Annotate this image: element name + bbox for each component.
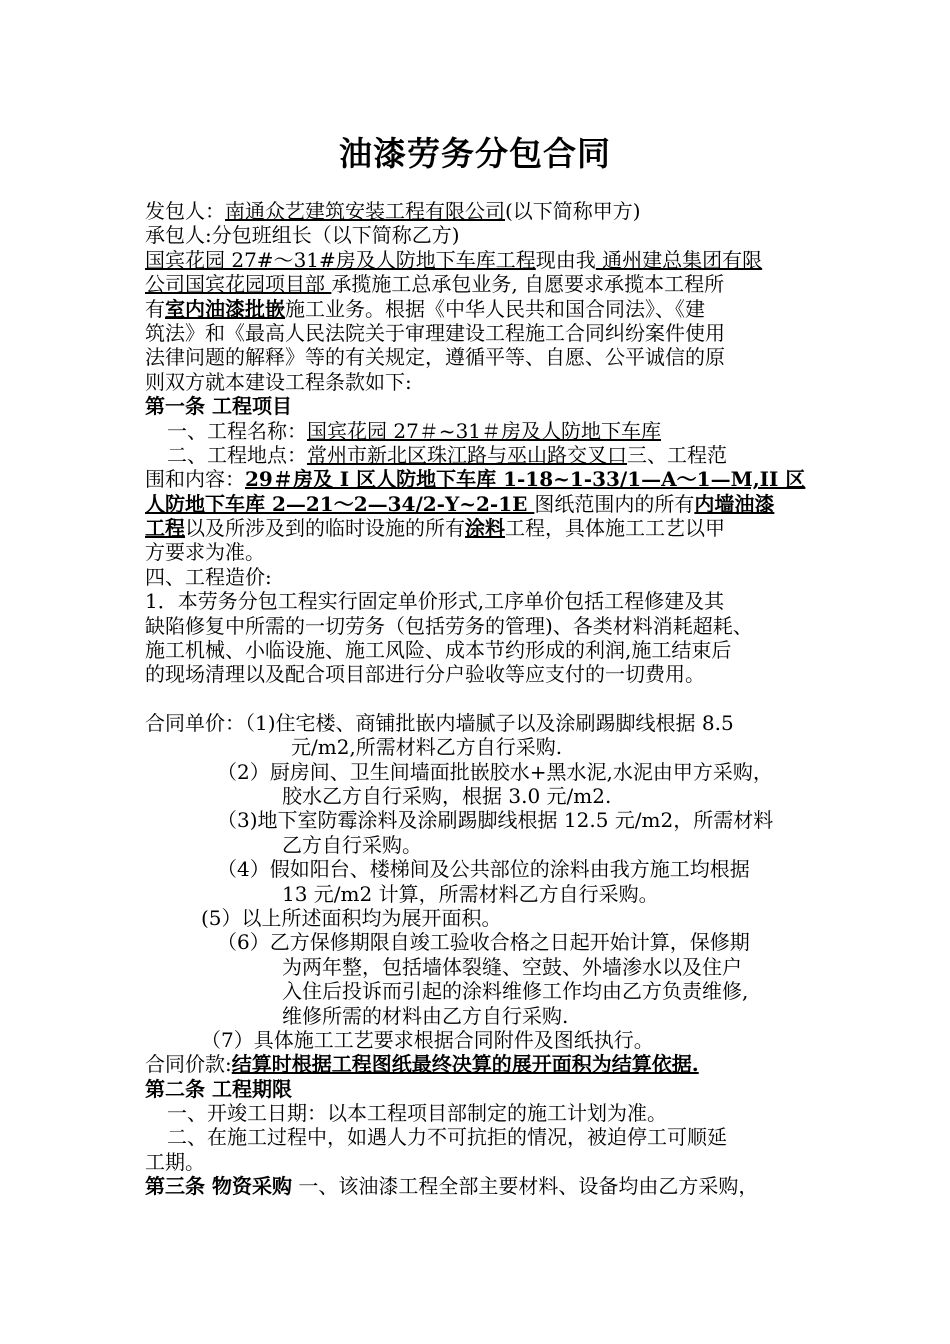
scope-range: 人防地下车库 2—21～2—34/2-Y~2-1E bbox=[145, 491, 535, 516]
scope-coating: 涂料 bbox=[465, 516, 505, 541]
intro-line-4: 筑法》和《最高人民法院关于审理建设工程施工合同纠纷案件使用 bbox=[145, 320, 725, 345]
document-title: 油漆劳务分包合同 bbox=[339, 134, 611, 173]
party-a-suffix: (以下简称甲方) bbox=[505, 199, 641, 223]
scope-line-2 bbox=[145, 492, 817, 516]
unit-price-item-3-cont: 乙方自行采购。 bbox=[282, 832, 422, 857]
contract-price-value: 结算时根据工程图纸最终决算的展开面积为结算依据. bbox=[231, 1052, 699, 1077]
unit-price-label: 合同单价： bbox=[145, 710, 245, 735]
location-label: 二、工程地点： bbox=[167, 442, 307, 467]
unit-price-item-5: (5）以上所述面积均为展开面积。 bbox=[201, 905, 502, 930]
intro-text: 承揽施工总承包业务, 自愿要求承揽本工程所 bbox=[331, 272, 725, 297]
party-a-name: 南通众艺建筑安装工程有限公司 bbox=[225, 199, 505, 223]
contractor-company-cont: 公司国宾花园项目部 bbox=[145, 272, 332, 297]
article-3-text: 一、该油漆工程全部主要材料、设备均由乙方采购， bbox=[291, 1174, 759, 1199]
location-value: 常州市新北区珠江路与巫山路交叉口 bbox=[307, 442, 627, 467]
price-para-line-4: 的现场清理以及配合项目部进行分户验收等应支付的一切费用。 bbox=[145, 662, 705, 687]
intro-line-1 bbox=[145, 248, 817, 272]
unit-price-item-2: （2）厨房间、卫生间墙面批嵌胶水+黑水泥,水泥由甲方采购， bbox=[217, 759, 773, 784]
contract-body bbox=[145, 199, 817, 1199]
intro-text: 现由我 bbox=[535, 247, 596, 272]
article-2-item-1: 一、开竣工日期：以本工程项目部制定的施工计划为准。 bbox=[167, 1101, 667, 1126]
party-a-line bbox=[145, 199, 817, 223]
scope-wall-paint: 工程 bbox=[145, 516, 185, 541]
unit-price-text: （1)住宅楼、商铺批嵌内墙腻子以及涂刷踢脚线根据 8.5 bbox=[245, 710, 734, 735]
article-3-line bbox=[145, 1174, 817, 1198]
article-2-item-2-cont: 工期。 bbox=[145, 1149, 205, 1174]
blank-line bbox=[145, 687, 817, 711]
project-location-line bbox=[145, 443, 817, 467]
contract-price-line bbox=[145, 1052, 817, 1076]
scope-text: 工程，具体施工工艺以甲 bbox=[505, 516, 725, 541]
unit-price-item-6-cont: 为两年整，包括墙体裂缝、空鼓、外墙渗水以及住户 bbox=[282, 954, 742, 979]
unit-price-item-1-cont: 元/m2,所需材料乙方自行采购. bbox=[291, 735, 563, 760]
unit-price-item-1 bbox=[145, 711, 817, 735]
unit-price-item-2-cont: 胶水乙方自行采购，根据 3.0 元/m2. bbox=[282, 783, 612, 808]
intro-line-5: 法律问题的解释》等的有关规定，遵循平等、自愿、公平诚信的原 bbox=[145, 345, 725, 370]
unit-price-item-6: （6）乙方保修期限自竣工验收合格之日起开始计算，保修期 bbox=[217, 930, 750, 955]
scope-text: 图纸范围内的所有 bbox=[534, 491, 695, 516]
scope-label: 三、工程范 bbox=[627, 442, 727, 467]
unit-price-item-3: （3)地下室防霉涂料及涂刷踢脚线根据 12.5 元/m2，所需材料 bbox=[217, 808, 774, 833]
project-name-value: 国宾花园 27＃~31＃房及人防地下车库 bbox=[307, 418, 662, 443]
price-para-line-3: 施工机械、小临设施、施工风险、成本节约形成的利润,施工结束后 bbox=[145, 638, 732, 663]
article-3-heading: 第三条 物资采购 bbox=[145, 1174, 292, 1199]
unit-price-item-4-cont: 13 元/m2 计算，所需材料乙方自行采购。 bbox=[282, 881, 659, 906]
unit-price-item-6-cont: 入住后投诉而引起的涂料维修工作均由乙方负责维修, bbox=[282, 979, 749, 1004]
work-scope: 室内油漆批嵌 bbox=[165, 296, 285, 321]
intro-line-6: 则双方就本建设工程条款如下: bbox=[145, 369, 412, 394]
contract-price-label: 合同价款: bbox=[145, 1052, 232, 1077]
scope-range: 29＃房及 I 区人防地下车库 1-18~1-33/1—A～1—M,II 区 bbox=[245, 467, 806, 492]
project-name-label: 一、工程名称： bbox=[167, 418, 307, 443]
article-2-heading: 第二条 工程期限 bbox=[145, 1076, 292, 1101]
intro-text: 施工业务。根据《中华人民共和国合同法》、《建 bbox=[285, 296, 705, 321]
unit-price-item-4: （4）假如阳台、楼梯间及公共部位的涂料由我方施工均根据 bbox=[217, 857, 750, 882]
unit-price-item-6-cont: 维修所需的材料由乙方自行采购. bbox=[282, 1003, 569, 1028]
scope-line-3 bbox=[145, 516, 817, 540]
scope-wall-paint: 内墙油漆 bbox=[694, 491, 775, 516]
intro-line-3 bbox=[145, 297, 817, 321]
article-1-heading: 第一条 工程项目 bbox=[145, 394, 292, 419]
project-name: 国宾花园 27#～31#房及人防地下车库工程 bbox=[145, 247, 536, 272]
price-para-line-2: 缺陷修复中所需的一切劳务（包括劳务的管理)、各类材料消耗超耗、 bbox=[145, 613, 753, 638]
article-2-item-2: 二、在施工过程中，如遇人力不可抗拒的情况，被迫停工可顺延 bbox=[167, 1125, 727, 1150]
project-name-line bbox=[145, 419, 817, 443]
contractor-company: 通州建总集团有限 bbox=[595, 247, 763, 272]
price-para-line-1: 1．本劳务分包工程实行固定单价形式,工序单价包括工程修建及其 bbox=[145, 589, 725, 614]
intro-text: 有 bbox=[145, 296, 165, 321]
party-a-label: 发包人： bbox=[145, 199, 225, 223]
intro-line-2 bbox=[145, 272, 817, 296]
scope-label: 围和内容： bbox=[145, 467, 245, 492]
party-b-line: 承包人:分包班组长（以下简称乙方) bbox=[145, 223, 460, 248]
unit-price-item-7: （7）具体施工工艺要求根据合同附件及图纸执行。 bbox=[201, 1027, 654, 1052]
scope-line-1 bbox=[145, 467, 817, 491]
scope-line-4: 方要求为准。 bbox=[145, 540, 265, 565]
scope-text: 以及所涉及到的临时设施的所有 bbox=[185, 516, 465, 541]
price-heading: 四、工程造价: bbox=[145, 564, 272, 589]
